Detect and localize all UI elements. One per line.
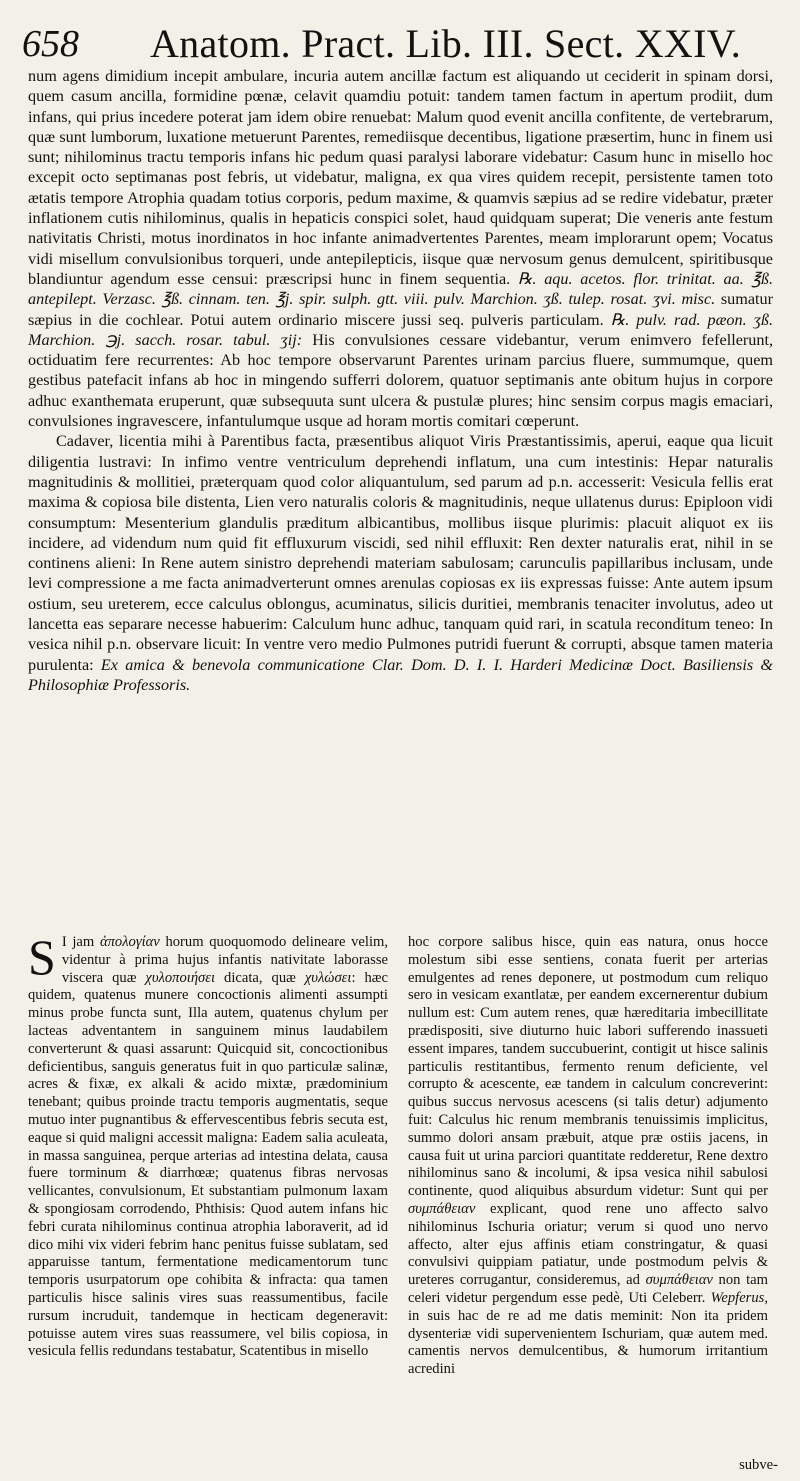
right-text-b: explicant, quod rene uno affecto salvo nihilominus Ischuria oriatur; verum si quod uno nervo affecto, alter ejus affinis etiam constringatur, & quasi convulsivi quippiam patiatur, unde postmodum pelvis & ureteres corrugantur, consideremus, ad: [408, 1200, 768, 1289]
greek-term: συμπάθειαν: [408, 1200, 476, 1217]
case-history-text: num agens dimidium incepit ambulare, incuria autem ancillæ factum est aliquando ut ceciderit in spinam dorsi, quem casum ancilla, formidine pœnæ, celavit quamdiu potuit: tandem tamen factum in apertum prodiit, dum infans, qui prius incedere poterat jam idem obire renuebat: Malum quod evenit ancilla confitente, de vertebrarum, quæ sunt lumborum, luxatione metuerunt Parentes, remediisque decentibus, ligatione præsertim, hunc in finem usi sunt; nihilominus tractu temporis infans hic pedum quasi paralysi laborare videbatur: Casum hunc in misello hoc excepit octo septimanas post febris, ut videbatur, maligna, ex qua vires quidem recepit, persistente tamen toto ætatis tempore Atrophia quadam totius corporis, pedum maxime, & quamvis sæpius ad se redire videbatur, præter inflationem cutis nihilominus, qualis in hepaticis conspici solet, haud quidquam superat; Die veneris ante festum nativitatis Christi, motus inordinatos in hoc infante animadvertentes Parentes, meam implorarunt opem; Vocatus vidi misellum convulsionibus torqueri, unde antepilepticis, iisque quæ nervosum genus demulcent, spiritibusque blandiuntur agendum esse censui: præscripsi hunc in finem sequentia.: [28, 67, 773, 288]
greek-term: ἀπολογίαν: [99, 934, 160, 950]
running-title: Anatom. Pract. Lib. III. Sect. XXIV.: [150, 21, 742, 66]
right-text-c: non tam celeri videtur pergendum esse pedè, Uti Celeberr.: [408, 1272, 768, 1306]
right-text-d: , in suis hac de re ad me datis meminit: Non ita pridem dysenteriæ vidi supervenientem Ischuriam, quæ autem med. camentis nervos demulcentibus, & humorum irritantium acredini: [408, 1289, 768, 1378]
autopsy-paragraph: [28, 431, 773, 695]
drop-cap: S: [28, 929, 56, 985]
communication-signature: Ex amica & benevola communicatione Clar. Dom. D. I. I. Harderi Medicinæ Doct. Basiliensis & Philosophiæ Professoris.: [28, 655, 774, 694]
commentary-right-column: [408, 934, 768, 1379]
greek-term: χυλώσει: [304, 969, 352, 986]
commentary-right-paragraph: [408, 934, 768, 1379]
prescription-two: ℞. pulv. rad. pæon. ʒß. Marchion. ℈j. sacch. rosar. tabul. ʒij:: [28, 310, 773, 349]
commentary-columns: [28, 929, 773, 1464]
left-text-b: horum quoquomodo delineare velim, videntur à prima hujus infantis nativitate laborasse viscera quæ: [61, 934, 389, 986]
case-report-text: [28, 66, 773, 695]
right-text-a: hoc corpore salibus hisce, quin eas natura, onus hocce molestum sibi esse sentiens, conata fuerit per arterias emulgentes ad renes deponere, ut postmodum cum reliquo sero in vesicam exantlatæ, per eandem excernerentur dubium nullum est: Cum autem renes, quæ hæreditaria imbecillitate prædispositi, sive diuturno huic labori sufferendo inassueti essent impares, tandem succubuerint, contigit ut hisce salinis particulis restitantibus, fermento renum deficiente, vel corrupto & acescente, eæ tandem in calculum concreverint: quibus succus nervosus acescens (si talis detur) adjumento fuit: Calculus hic renum membranis tenuissimis implicitus, summo dolori ansam præbuit, atque præ ostiis jacens, in causa fuit ut urina parciori quantitate redderetur, Rene dextro nihilominus sano & incolumi, & ipsa vesica nihil sabulosi continente, quod aliquibus absurdum videtur: Sunt qui per: [408, 934, 768, 1200]
greek-term: χυλοποιήσει: [145, 969, 216, 986]
case-history-continued: sumatur sæpius in die cochlear. Potui autem ordinario miscere jussi seq. pulveris particulam.: [28, 290, 773, 329]
author-name: Wepferus: [710, 1289, 765, 1306]
left-text-d: : hæc quidem, quatenus munere concoctionis alimenti assumpti minus probe functa sunt, Illa autem, quatenus chylum per lacteas adventantem in sanguinem minus laudabilem converterunt & quasi assarunt: Quicquid sit, concoctionibus deficientibus, sanguis generatus fuit in quo particulæ salinæ, acres & fixæ, ex alkali & acido mixtæ, prædominium tenebant; quibus proinde tractu temporis augmentatis, seque mutuo inter pugnantibus & effervescentibus febris secuta est, eaque si quid maligni accessit maligna: Eadem salia aculeata, in massa sanguinea, perque arterias ad intestina delata, causa fuere torminum & diarrhœæ; quatenus fibras nervosas vellicantes, convulsionum, Et substantiam pulmonum laxam & spongiosam corrodendo, Phthisis: Quod autem infans hic febri curata nihilominus continua atrophia laboraverit, ad id dico mihi vix videri febrim hanc penitus fuisse sublatam, sed apparuisse tantum, fermentatione medicamentorum tunc temporis usurpatorum ope cohibita & infracta: qua tamen particulis hisce salinis vires suas reassumentibus, facile rursum incruduit, tandemque in hecticam degeneravit: potuisse autem vires suas reassumere, vel bilis copiosa, in vesicula fellis redundans testabatur, Scatentibus in misello: [28, 969, 388, 1360]
case-history-outcome: His convulsiones cessare videbantur, verum enimvero fefellerunt, octiduatim fere recurrentes: Ab hoc tempore observarunt Parentes urinam parcius fluere, summumque, quem gestibus patefacit infans ab hoc in mingendo sufferri dolorem, quatuor septimanis ante obitum hujus in corpore adhuc exanthemata eruperunt, quæ subsequuta sunt ulcera & pustulæ plures; hinc sensim corpus magis emaciari, convulsiones ingravescere, infantulumque usque ad horam mortis comitari cœperunt.: [28, 330, 773, 431]
catchword: subve-: [739, 1457, 778, 1473]
prescription-one: ℞. aqu. acetos. flor. trinitat. aa. ℥ß. antepilept. Verzasc. ℥ß. cinnam. ten. ℥j. spir. sulph. gtt. viii. pulv. Marchion. ʒß. tulep. rosat. ʒvi. misc.: [28, 269, 773, 309]
greek-term: συμπάθειαν: [645, 1272, 713, 1289]
autopsy-text: Cadaver, licentia mihi à Parentibus facta, præsentibus aliquot Viris Præstantissimis, aperui, eaque qua licuit diligentia lustravi: In infimo ventre ventriculum deprehendi inflatum, una cum intestinis: Hepar naturalis magnitudinis & mollitiei, præterquam quod color aliquantulum, sed parum ad p.n. accesserit: Vesicula fellis erat maxima & copiosa bile distenta, Lien vero naturalis coloris & magnitudinis, neque ullatenus durus: Epiploon vidi consumptum: Mesenterium glandulis præditum albicantibus, mollibus iisque plurimis: placuit aliquot ex iis incidere, ad videndum num quid fit effluxurum viscidi, sed nihil effluxit: Ren dexter naturalis erat, nihil in se continens alieni: In Rene autem sinistro deprehendi materiam sabulosam; carunculis papillaribus inclusam, unde levi compressione a me facta animadverterunt omnes arenulas copiosas ex iis expressas fuisse: Ante autem ipsum ostium, seu ureterem, ecce calculus oblongus, acuminatus, silicis duritiei, membranis tenaciter involutus, adeo ut lancetta eas separare necesse habuerim: Calculum hunc adhuc, tanquam quid rari, in scatula reconditum teneo: In vesica nihil p.n. observare licuit: In ventre vero medio Pulmones putridi fuerunt & corrupti, absque tamen materia purulenta:: [28, 432, 773, 674]
left-text-c: dicata, quæ: [215, 969, 305, 986]
page-header: [22, 22, 782, 66]
left-text-a: I jam: [61, 934, 100, 950]
page-number: 658: [22, 23, 79, 65]
case-history-paragraph: [28, 66, 773, 431]
commentary-left-paragraph: [28, 929, 389, 1361]
commentary-left-column: [28, 929, 389, 1361]
